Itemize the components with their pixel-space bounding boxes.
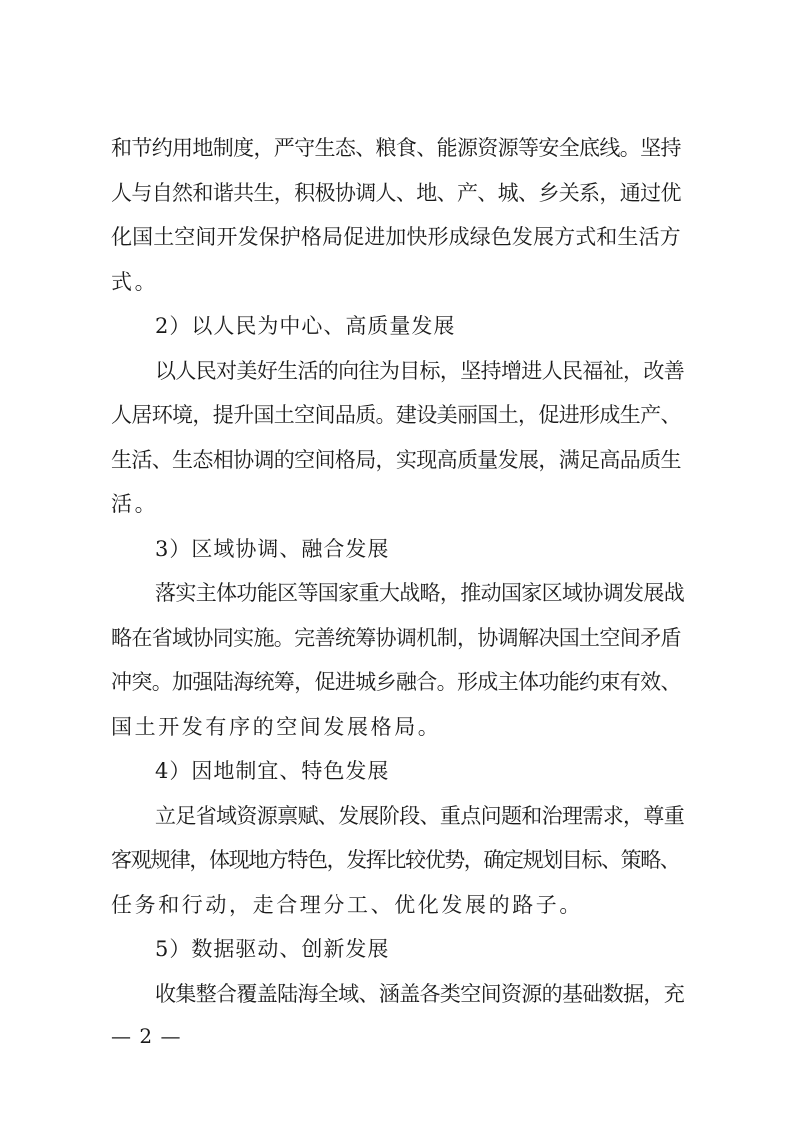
paragraph-line: 收集整合覆盖陆海全域、涵盖各类空间资源的基础数据，充 <box>155 981 685 1006</box>
paragraph-line: 落实主体功能区等国家重大战略，推动国家区域协调发展战 <box>155 581 685 605</box>
paragraph-line: 略在省域协同实施。完善统筹协调机制，协调解决国土空间矛盾 <box>111 625 681 650</box>
section-heading-2: 2）以人民为中心、高质量发展 <box>155 314 456 338</box>
section-heading-3: 3）区域协调、融合发展 <box>155 536 390 561</box>
paragraph-line: 客观规律，体现地方特色，发挥比较优势，确定规划目标、策略、 <box>111 848 680 872</box>
paragraph-line: 人与自然和谐共生，积极协调人、地、产、城、乡关系，通过优 <box>111 180 681 205</box>
page-number: — 2 — <box>111 1024 182 1048</box>
paragraph-line: 任务和行动，走合理分工、优化发展的路子。 <box>111 892 583 917</box>
paragraph-line: 活。 <box>111 492 159 516</box>
paragraph-line: 国土开发有序的空间发展格局。 <box>111 714 442 739</box>
paragraph-line: 冲突。加强陆海统筹，促进城乡融合。形成主体功能约束有效、 <box>111 670 681 694</box>
paragraph-line: 和节约用地制度，严守生态、粮食、能源资源等安全底线。坚持 <box>111 136 681 160</box>
paragraph-line: 式。 <box>111 269 159 294</box>
paragraph-line: 立足省域资源禀赋、发展阶段、重点问题和治理需求，尊重 <box>155 803 685 828</box>
section-heading-5: 5）数据驱动、创新发展 <box>155 937 390 961</box>
paragraph-line: 生活、生态相协调的空间格局，实现高质量发展，满足高品质生 <box>111 447 681 472</box>
section-heading-4: 4）因地制宜、特色发展 <box>155 759 390 783</box>
paragraph-line: 人居环境，提升国土空间品质。建设美丽国土，促进形成生产、 <box>111 403 681 427</box>
paragraph-line: 化国土空间开发保护格局促进加快形成绿色发展方式和生活方 <box>111 225 681 249</box>
paragraph-line: 以人民对美好生活的向往为目标，坚持增进人民福祉，改善 <box>155 358 685 383</box>
document-body <box>111 126 685 1016</box>
